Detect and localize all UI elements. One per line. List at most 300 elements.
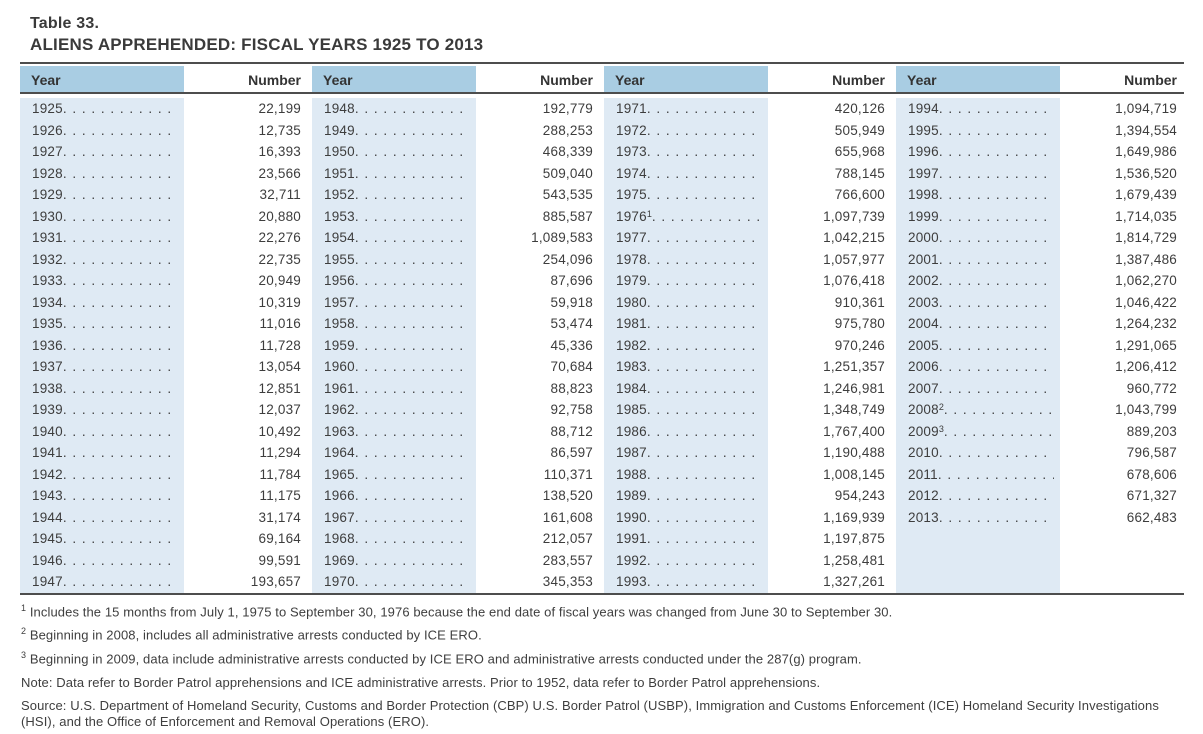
year-cell: [312, 120, 476, 142]
dot-leader: [647, 507, 762, 529]
dot-leader: [63, 550, 178, 572]
number-cell: 345,353: [542, 574, 593, 589]
dot-leader: [647, 571, 762, 593]
column-group-header: [896, 66, 1184, 94]
dot-leader: [63, 507, 178, 529]
number-cell: 20,880: [258, 208, 301, 224]
year-value: 1952: [324, 187, 355, 202]
year-value: 1974: [616, 165, 647, 181]
column-header-number: Number: [540, 72, 593, 88]
table-number-label: Table 33.: [30, 15, 100, 32]
table-row: [604, 528, 892, 550]
footnote-3: [21, 651, 1189, 667]
table-row: [312, 571, 600, 593]
dot-leader: [647, 421, 762, 443]
table-row: [896, 206, 1184, 228]
table-row: [896, 163, 1184, 185]
table-column-group: [312, 64, 600, 593]
number-cell: 88,712: [550, 423, 593, 439]
dot-leader: [355, 270, 470, 292]
footnote-marker: 2: [21, 626, 27, 637]
table-source: Source: U.S. Department of Homeland Security, Customs and Border Protection (CBP) U.S. Border Patrol (USBP), Immigration and Customs Enforcement (ICE) Homeland Security Investigations (HSI), and the Office of Enforcement and Removal Operations (ERO).: [21, 698, 1159, 730]
year-cell: [604, 335, 768, 357]
dot-leader: [63, 356, 178, 378]
number-cell: 505,949: [834, 122, 885, 138]
year-value: 2005: [908, 337, 939, 353]
dot-leader: [939, 163, 1054, 185]
dot-leader: [63, 120, 178, 142]
table-row: [604, 98, 892, 120]
table-row: [20, 421, 308, 443]
year-value: 1959: [324, 337, 355, 353]
year-cell: [20, 184, 184, 206]
year-value: 1932: [32, 251, 63, 267]
column-header-year: Year: [20, 66, 184, 94]
number-cell: 161,608: [542, 509, 593, 525]
table-row: [312, 141, 600, 163]
number-cell: 910,361: [834, 294, 885, 310]
year-cell: [312, 464, 476, 486]
dot-leader: [939, 313, 1054, 335]
table-row: [312, 249, 600, 271]
number-cell: 1,348,749: [823, 402, 885, 417]
dot-leader: [647, 485, 762, 507]
number-cell: 283,557: [542, 552, 593, 568]
year-value: 1991: [616, 531, 647, 546]
year-cell: [896, 442, 1060, 464]
year-value: 1927: [32, 144, 63, 159]
table-row: [604, 507, 892, 529]
table-row: [20, 98, 308, 120]
table-column-group: [896, 64, 1184, 593]
year-cell: [312, 206, 476, 228]
dot-leader: [63, 206, 178, 228]
year-value: 1987: [616, 445, 647, 460]
year-value: 2000: [908, 230, 939, 245]
number-cell: 1,387,486: [1115, 251, 1177, 267]
number-cell: 31,174: [258, 509, 301, 525]
year-cell: [312, 571, 476, 593]
dot-leader: [647, 184, 762, 206]
number-cell: 22,199: [258, 101, 301, 116]
page-title: ALIENS APPREHENDED: FISCAL YEARS 1925 TO 2013: [30, 35, 484, 54]
table-row: [20, 270, 308, 292]
year-cell: [20, 464, 184, 486]
year-cell: [896, 378, 1060, 400]
column-header-year: Year: [312, 66, 476, 94]
year-cell: [20, 141, 184, 163]
year-cell: [312, 421, 476, 443]
number-cell: 32,711: [259, 187, 301, 202]
number-cell: 1,169,939: [823, 509, 885, 525]
number-cell: 45,336: [550, 337, 593, 353]
year-cell: [20, 421, 184, 443]
dot-leader: [647, 335, 762, 357]
year-cell: [896, 98, 1060, 120]
year-cell: [604, 184, 768, 206]
number-cell: 975,780: [834, 316, 885, 331]
year-cell: [312, 270, 476, 292]
year-value: 1926: [32, 122, 63, 138]
year-cell: [896, 356, 1060, 378]
year-value: 1970: [324, 574, 355, 589]
year-value: 1983: [616, 359, 647, 374]
table-row: [20, 550, 308, 572]
table-row: [20, 464, 308, 486]
number-cell: 12,851: [258, 380, 301, 396]
table-row: [312, 356, 600, 378]
year-cell: [312, 184, 476, 206]
table-row: [604, 206, 892, 228]
footnote-1: [21, 604, 1189, 620]
dot-leader: [355, 507, 470, 529]
table-row: [20, 378, 308, 400]
number-cell: 678,606: [1126, 466, 1177, 482]
dot-leader: [355, 464, 470, 486]
year-cell: [604, 227, 768, 249]
table-row: [604, 141, 892, 163]
dot-leader: [939, 485, 1054, 507]
footnotes: [21, 604, 1189, 731]
year-value: 2007: [908, 380, 939, 396]
year-cell: [20, 399, 184, 421]
dot-leader: [939, 507, 1054, 529]
year-cell: [896, 249, 1060, 271]
year-value: 1931: [32, 230, 63, 245]
year-cell: [896, 270, 1060, 292]
table-row: [312, 98, 600, 120]
number-cell: 11,175: [259, 488, 301, 503]
year-cell: [896, 184, 1060, 206]
number-cell: 960,772: [1126, 380, 1177, 396]
year-cell: [604, 313, 768, 335]
year-value: 1953: [324, 208, 355, 224]
data-table: [20, 62, 1184, 595]
number-cell: 59,918: [550, 294, 593, 310]
number-cell: 70,684: [550, 359, 593, 374]
year-cell: [896, 399, 1060, 421]
number-cell: 885,587: [542, 208, 593, 224]
year-cell: [312, 399, 476, 421]
year-cell: [20, 120, 184, 142]
number-cell: 1,649,986: [1115, 144, 1177, 159]
year-value: 1960: [324, 359, 355, 374]
year-cell: [896, 313, 1060, 335]
dot-leader: [939, 356, 1054, 378]
year-value: 1976: [616, 208, 647, 224]
number-cell: 1,008,145: [823, 466, 885, 482]
table-row: [20, 206, 308, 228]
number-cell: 92,758: [550, 402, 593, 417]
year-value: 1940: [32, 423, 63, 439]
year-value: 1958: [324, 316, 355, 331]
table-row: [312, 270, 600, 292]
year-cell: [896, 464, 1060, 486]
year-value: 1956: [324, 273, 355, 288]
dot-leader: [355, 141, 470, 163]
year-cell: [604, 249, 768, 271]
number-cell: 11,784: [259, 466, 301, 482]
table-row: [20, 399, 308, 421]
year-cell: [20, 356, 184, 378]
number-cell: 1,536,520: [1115, 165, 1177, 181]
year-cell: [604, 507, 768, 529]
number-cell: 766,600: [834, 187, 885, 202]
year-value: 1939: [32, 402, 63, 417]
number-cell: 87,696: [550, 273, 593, 288]
year-cell: [312, 442, 476, 464]
dot-leader: [647, 249, 762, 271]
year-value: 1996: [908, 144, 939, 159]
table-row: [20, 507, 308, 529]
table-row: [20, 442, 308, 464]
dot-leader: [63, 292, 178, 314]
table-row: [604, 421, 892, 443]
table-row: [312, 399, 600, 421]
dot-leader: [939, 206, 1054, 228]
dot-leader: [647, 442, 762, 464]
table-row: [896, 98, 1184, 120]
dot-leader: [355, 528, 470, 550]
year-value: 1934: [32, 294, 63, 310]
footnote-2: [21, 627, 1189, 643]
table-row: [312, 507, 600, 529]
header-divider-rule: [20, 92, 1184, 94]
year-value: 1965: [324, 466, 355, 482]
table-row: [604, 163, 892, 185]
year-cell: [312, 507, 476, 529]
year-value: 1936: [32, 337, 63, 353]
year-cell: [896, 550, 1060, 572]
column-group-header: [312, 66, 600, 94]
year-value: 1971: [616, 101, 647, 116]
table-row: [604, 335, 892, 357]
year-value: 2003: [908, 294, 939, 310]
number-cell: 86,597: [550, 445, 593, 460]
table-column-groups: [20, 64, 1184, 593]
year-cell: [312, 98, 476, 120]
table-row: [896, 313, 1184, 335]
dot-leader: [63, 464, 178, 486]
number-cell: 193,657: [250, 574, 301, 589]
table-row: [312, 206, 600, 228]
column-header-year: Year: [604, 66, 768, 94]
year-cell: [604, 141, 768, 163]
number-cell: 1,814,729: [1115, 230, 1177, 245]
number-cell: 970,246: [834, 337, 885, 353]
number-cell: 16,393: [258, 144, 301, 159]
year-cell: [312, 227, 476, 249]
year-cell: [896, 292, 1060, 314]
table-row: [896, 335, 1184, 357]
year-value: 2010: [908, 445, 939, 460]
year-cell: [604, 528, 768, 550]
number-cell: 420,126: [834, 101, 885, 116]
number-cell: 1,197,875: [823, 531, 885, 546]
year-value: 1981: [616, 316, 647, 331]
dot-leader: [355, 378, 470, 400]
number-cell: 1,057,977: [823, 251, 885, 267]
year-value: 1986: [616, 423, 647, 439]
table-row: [20, 571, 308, 593]
dot-leader: [647, 163, 762, 185]
number-cell: 12,037: [258, 402, 301, 417]
dot-leader: [355, 442, 470, 464]
year-value: 1942: [32, 466, 63, 482]
dot-leader: [63, 335, 178, 357]
table-row: [312, 163, 600, 185]
year-cell: [896, 227, 1060, 249]
table-row: [604, 550, 892, 572]
column-group-header: [20, 66, 308, 94]
table-row: [896, 184, 1184, 206]
dot-leader: [355, 249, 470, 271]
year-cell: [604, 378, 768, 400]
number-cell: 212,057: [542, 531, 593, 546]
year-value: 2009: [908, 423, 939, 439]
number-cell: 1,251,357: [823, 359, 885, 374]
year-cell: [604, 442, 768, 464]
table-row: [312, 120, 600, 142]
dot-leader: [647, 378, 762, 400]
number-cell: 1,264,232: [1115, 316, 1177, 331]
table-row: [312, 528, 600, 550]
footnote-text: Includes the 15 months from July 1, 1975 to September 30, 1976 because the end date of fiscal years was changed from June 30 to September 30.: [29, 603, 893, 619]
year-value: 1973: [616, 144, 647, 159]
table-row: [20, 313, 308, 335]
dot-leader: [652, 206, 762, 228]
year-cell: [896, 141, 1060, 163]
table-row: [312, 184, 600, 206]
dot-leader: [63, 270, 178, 292]
year-value: 1966: [324, 488, 355, 503]
dot-leader: [63, 227, 178, 249]
dot-leader: [355, 292, 470, 314]
dot-leader: [355, 120, 470, 142]
year-cell: [312, 550, 476, 572]
year-value: 1949: [324, 122, 355, 138]
number-cell: 10,319: [258, 294, 301, 310]
table-row: [896, 270, 1184, 292]
table-row: [312, 421, 600, 443]
table-row: [896, 378, 1184, 400]
table-row: [312, 378, 600, 400]
column-group-body: [20, 94, 308, 593]
dot-leader: [939, 98, 1054, 120]
column-header-number: Number: [248, 72, 301, 88]
dot-leader: [647, 550, 762, 572]
year-cell: [604, 356, 768, 378]
year-value: 2002: [908, 273, 939, 288]
year-value: 1928: [32, 165, 63, 181]
year-cell: [312, 249, 476, 271]
number-cell: 88,823: [550, 380, 593, 396]
year-cell: [20, 571, 184, 593]
number-cell: 13,054: [258, 359, 301, 374]
year-cell: [896, 335, 1060, 357]
table-top-rule: [20, 62, 1184, 64]
footnote-marker: 3: [21, 650, 27, 661]
number-cell: 138,520: [542, 488, 593, 503]
dot-leader: [647, 292, 762, 314]
year-value: 1968: [324, 531, 355, 546]
year-value: 1969: [324, 552, 355, 568]
number-cell: 11,728: [259, 337, 301, 353]
year-value: 2004: [908, 316, 939, 331]
dot-leader: [355, 184, 470, 206]
year-cell: [20, 485, 184, 507]
year-value: 1988: [616, 466, 647, 482]
year-value: 1962: [324, 402, 355, 417]
table-row: [896, 571, 1184, 593]
number-cell: 99,591: [258, 552, 301, 568]
table-row: [896, 507, 1184, 529]
table-row: [20, 184, 308, 206]
table-row: [312, 485, 600, 507]
year-cell: [312, 485, 476, 507]
year-value: 1979: [616, 273, 647, 288]
year-value: 1964: [324, 445, 355, 460]
table-row: [896, 356, 1184, 378]
table-row: [20, 292, 308, 314]
table-row: [604, 227, 892, 249]
year-cell: [896, 120, 1060, 142]
table-row: [604, 292, 892, 314]
table-row: [20, 163, 308, 185]
number-cell: 1,076,418: [823, 273, 885, 288]
year-value: 2013: [908, 509, 939, 525]
year-value: 1946: [32, 552, 63, 568]
dot-leader: [944, 421, 1054, 443]
dot-leader: [63, 528, 178, 550]
dot-leader: [939, 442, 1054, 464]
column-header-number: Number: [1124, 72, 1177, 88]
number-cell: 509,040: [542, 165, 593, 181]
year-value: 2001: [908, 251, 939, 267]
dot-leader: [355, 313, 470, 335]
year-cell: [20, 227, 184, 249]
dot-leader: [63, 313, 178, 335]
year-value: 1995: [908, 122, 939, 138]
footnote-marker: 1: [21, 602, 27, 613]
dot-leader: [63, 184, 178, 206]
year-value: 1948: [324, 101, 355, 116]
year-cell: [604, 292, 768, 314]
column-header-number: Number: [832, 72, 885, 88]
number-cell: 20,949: [258, 273, 301, 288]
footnote-marker: 1: [646, 208, 652, 219]
year-cell: [312, 141, 476, 163]
year-cell: [604, 98, 768, 120]
number-cell: 22,276: [258, 230, 301, 245]
table-row: [20, 227, 308, 249]
number-cell: 288,253: [542, 122, 593, 138]
number-cell: 1,327,261: [823, 574, 885, 589]
dot-leader: [647, 356, 762, 378]
year-value: 1933: [32, 273, 63, 288]
year-cell: [312, 356, 476, 378]
year-cell: [20, 507, 184, 529]
dot-leader: [63, 141, 178, 163]
year-value: 1984: [616, 380, 647, 396]
year-value: 1947: [32, 574, 63, 589]
table-row: [604, 120, 892, 142]
year-value: 1950: [324, 144, 355, 159]
table-row: [896, 528, 1184, 550]
year-cell: [20, 98, 184, 120]
column-group-header: [604, 66, 892, 94]
table-row: [896, 292, 1184, 314]
